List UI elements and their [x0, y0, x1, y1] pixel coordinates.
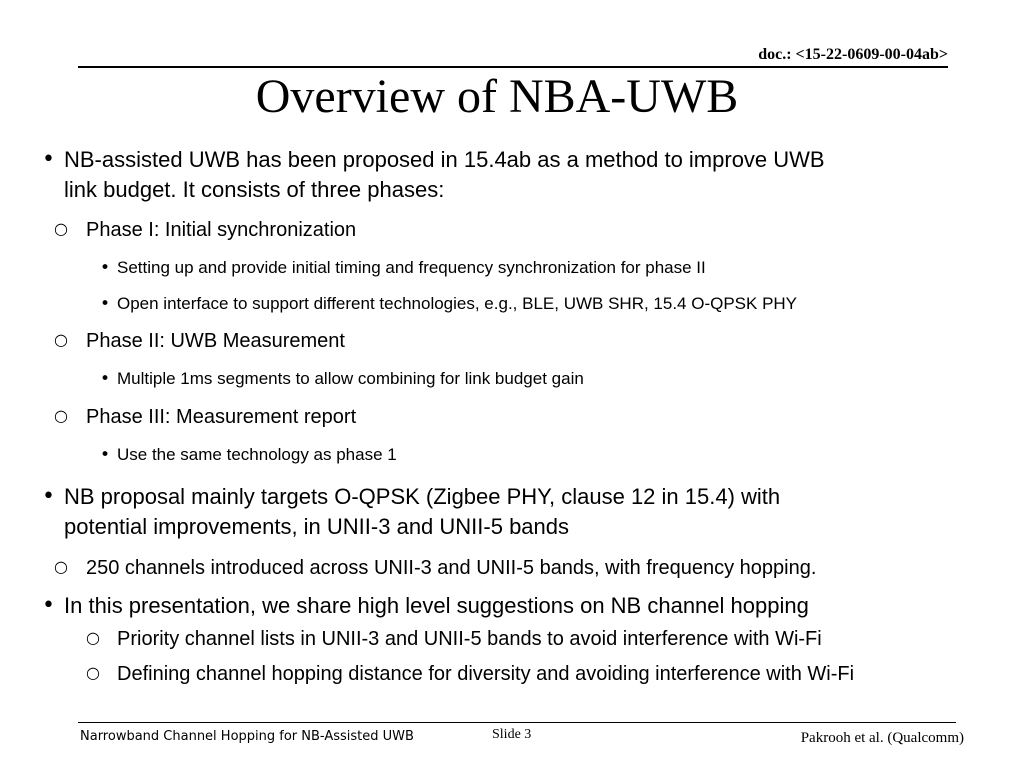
bullet-marker: • — [100, 445, 111, 465]
slide-title: Overview of NBA-UWB — [255, 70, 739, 123]
circle-marker: ○ — [54, 406, 68, 425]
sub-sub-bullet-text: Open interface to support different technologies, e.g., BLE, UWB SHR, 15.4 O-QPSK PHY — [117, 294, 798, 313]
sub-bullet-text: Phase II: UWB Measurement — [86, 330, 345, 352]
slide-number: Slide 3 — [492, 727, 532, 742]
sub-sub-bullet-text: Use the same technology as phase 1 — [117, 445, 397, 464]
sub-sub-bullet-text: Multiple 1ms segments to allow combining for link budget gain — [117, 369, 584, 388]
sub-sub-bullet-text: Setting up and provide initial timing and frequency synchronization for phase II — [117, 258, 706, 277]
sub-bullet-text: 250 channels introduced across UNII-3 and UNII-5 bands, with frequency hopping. — [86, 557, 817, 579]
doc-reference — [758, 46, 948, 64]
circle-marker: ○ — [54, 219, 68, 238]
bullet-marker: • — [100, 369, 111, 389]
doc-number: <15-22-0609-00-04ab> — [795, 46, 948, 63]
bullet-marker: • — [100, 294, 111, 314]
bullet-text-continued: link budget. It consists of three phases: — [64, 177, 445, 202]
bullet-marker: • — [100, 258, 111, 278]
circle-marker: ○ — [54, 557, 68, 576]
sub-bullet-text: Defining channel hopping distance for diversity and avoiding interference with Wi-Fi — [117, 663, 855, 685]
bullet-marker: • — [42, 147, 55, 172]
sub-bullet-text: Phase I: Initial synchronization — [86, 219, 357, 241]
footer-presentation-title: Narrowband Channel Hopping for NB-Assisted UWB — [80, 729, 414, 744]
footer-authors: Pakrooh et al. (Qualcomm) — [800, 730, 964, 746]
circle-marker: ○ — [86, 663, 100, 682]
sub-bullet-text: Priority channel lists in UNII-3 and UNII-5 bands to avoid interference with Wi-Fi — [117, 628, 822, 650]
sub-bullet-text: Phase III: Measurement report — [86, 406, 357, 428]
bullet-marker: • — [42, 484, 55, 509]
bullet-marker: • — [42, 593, 55, 618]
bullet-text-continued: potential improvements, in UNII-3 and UNII-5 bands — [64, 514, 570, 539]
doc-label: doc.: — [758, 46, 792, 63]
bullet-text: NB proposal mainly targets O-QPSK (Zigbee PHY, clause 12 in 15.4) with — [64, 484, 781, 509]
circle-marker: ○ — [54, 330, 68, 349]
circle-marker: ○ — [86, 628, 100, 647]
bullet-text: In this presentation, we share high level suggestions on NB channel hopping — [64, 593, 809, 618]
bullet-text: NB-assisted UWB has been proposed in 15.4ab as a method to improve UWB — [64, 147, 825, 172]
footer-rule — [78, 722, 956, 723]
